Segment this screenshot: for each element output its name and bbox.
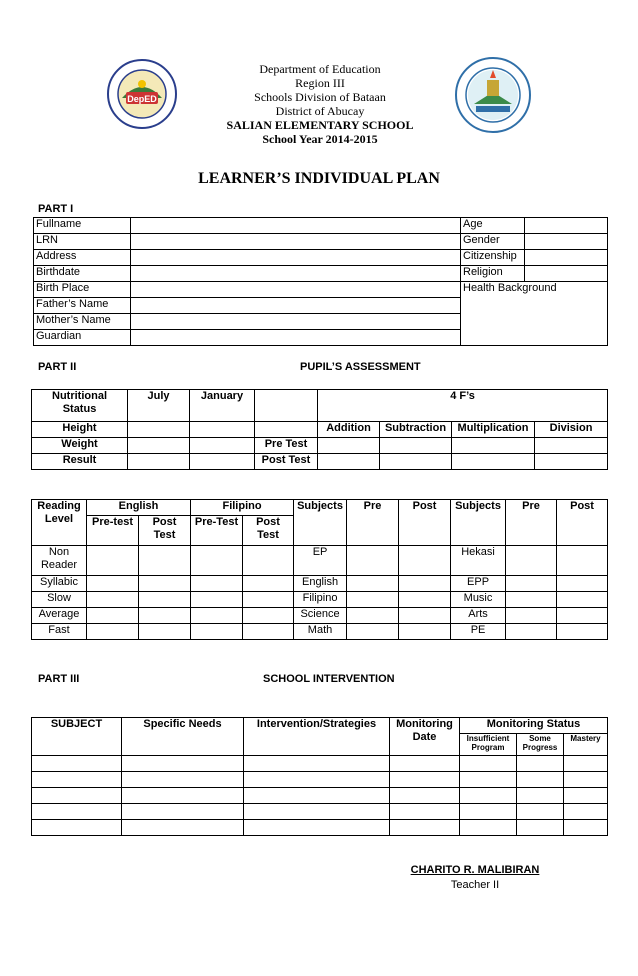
subject: English — [294, 576, 347, 592]
field-label: Mother’s Name — [34, 314, 131, 330]
january-header: January — [190, 390, 255, 422]
part1-table — [33, 217, 608, 346]
status-mastery: Mastery — [564, 734, 608, 756]
subject: Hekasi — [451, 546, 506, 576]
field-value[interactable] — [131, 266, 461, 282]
signatory-name: CHARITO R. MALIBIRAN — [410, 864, 540, 876]
field-value[interactable] — [131, 218, 461, 234]
header-line: Department of Education — [259, 62, 381, 76]
fours-col: Addition — [318, 422, 380, 438]
field-label: Guardian — [34, 330, 131, 346]
subjects-header: Subjects — [294, 500, 347, 546]
row-label: Height — [32, 422, 128, 438]
school-seal-logo — [454, 56, 532, 134]
reading-level: Slow — [32, 592, 87, 608]
field-label: Religion — [461, 266, 525, 282]
subject: Arts — [451, 608, 506, 624]
english-header: English — [87, 500, 191, 516]
page-title: LEARNER’S INDIVIDUAL PLAN — [198, 170, 440, 187]
field-label: Citizenship — [461, 250, 525, 266]
pre-test-header: Pre-Test — [191, 516, 243, 546]
field-label: Age — [461, 218, 525, 234]
field-label: Address — [34, 250, 131, 266]
pre-test-header: Pre-test — [87, 516, 139, 546]
part2-heading: PUPIL’S ASSESSMENT — [300, 361, 421, 373]
header-line: Schools Division of Bataan — [254, 90, 386, 104]
monitoring-status-header: Monitoring Status — [460, 718, 608, 734]
field-label: Fullname — [34, 218, 131, 234]
field-value[interactable] — [131, 234, 461, 250]
row-label: Result — [32, 454, 128, 470]
subject: EP — [294, 546, 347, 576]
subjects-header: Subjects — [451, 500, 506, 546]
intervention-table — [31, 717, 608, 836]
status-some-progress: Some Progress — [517, 734, 564, 756]
subject: EPP — [451, 576, 506, 592]
july-header: July — [128, 390, 190, 422]
field-value[interactable] — [525, 218, 608, 234]
post-header: Post — [399, 500, 451, 546]
subject: Science — [294, 608, 347, 624]
part1-label: PART I — [38, 203, 74, 215]
school-name: SALIAN ELEMENTARY SCHOOL — [226, 118, 414, 132]
intervention-header: Intervention/Strategies — [244, 718, 390, 756]
school-year: School Year 2014-2015 — [262, 132, 378, 146]
fours-col: Division — [535, 422, 608, 438]
part3-heading: SCHOOL INTERVENTION — [263, 673, 395, 685]
pre-header: Pre — [506, 500, 557, 546]
nutrition-table — [31, 389, 608, 470]
health-background[interactable]: Health Background — [461, 282, 608, 346]
field-label: Father’s Name — [34, 298, 131, 314]
field-value[interactable] — [131, 250, 461, 266]
specific-needs-header: Specific Needs — [122, 718, 244, 756]
pre-header: Pre — [347, 500, 399, 546]
field-value[interactable] — [525, 266, 608, 282]
post-test-header: Post Test — [139, 516, 191, 546]
subject: Music — [451, 592, 506, 608]
reading-level: Syllabic — [32, 576, 87, 592]
field-value[interactable] — [525, 250, 608, 266]
reading-level: Fast — [32, 624, 87, 640]
field-value[interactable] — [131, 314, 461, 330]
subject: Math — [294, 624, 347, 640]
header-line: District of Abucay — [275, 104, 365, 118]
reading-level-header: Reading Level — [32, 500, 87, 546]
part3-label: PART III — [38, 673, 80, 685]
fours-col: Subtraction — [380, 422, 452, 438]
field-label: Gender — [461, 234, 525, 250]
field-label: Birthdate — [34, 266, 131, 282]
subject-header: SUBJECT — [32, 718, 122, 756]
field-label: LRN — [34, 234, 131, 250]
subject: PE — [451, 624, 506, 640]
post-header: Post — [557, 500, 608, 546]
fours-col: Multiplication — [452, 422, 535, 438]
field-value[interactable] — [131, 330, 461, 346]
part2-label: PART II — [38, 361, 77, 373]
field-value[interactable] — [131, 298, 461, 314]
filipino-header: Filipino — [191, 500, 294, 516]
monitoring-date-header: Monitoring Date — [390, 718, 460, 756]
deped-seal-logo — [106, 58, 178, 130]
field-value[interactable] — [131, 282, 461, 298]
four-fs-header: 4 F’s — [318, 390, 608, 422]
nutritional-status-header: Nutritional Status — [32, 390, 128, 422]
post-test-header: Post Test — [243, 516, 294, 546]
field-value[interactable] — [525, 234, 608, 250]
reading-table — [31, 499, 608, 640]
status-insufficient: Insufficient Program — [460, 734, 517, 756]
reading-level: Non Reader — [32, 546, 87, 576]
svg-text:DepED: DepED — [127, 94, 157, 104]
subject: Filipino — [294, 592, 347, 608]
reading-level: Average — [32, 608, 87, 624]
row-label: Weight — [32, 438, 128, 454]
field-label: Birth Place — [34, 282, 131, 298]
header-line: Region III — [295, 76, 345, 90]
post-test-label: Post Test — [255, 454, 318, 470]
pre-test-label: Pre Test — [255, 438, 318, 454]
signatory-role: Teacher II — [450, 879, 500, 891]
